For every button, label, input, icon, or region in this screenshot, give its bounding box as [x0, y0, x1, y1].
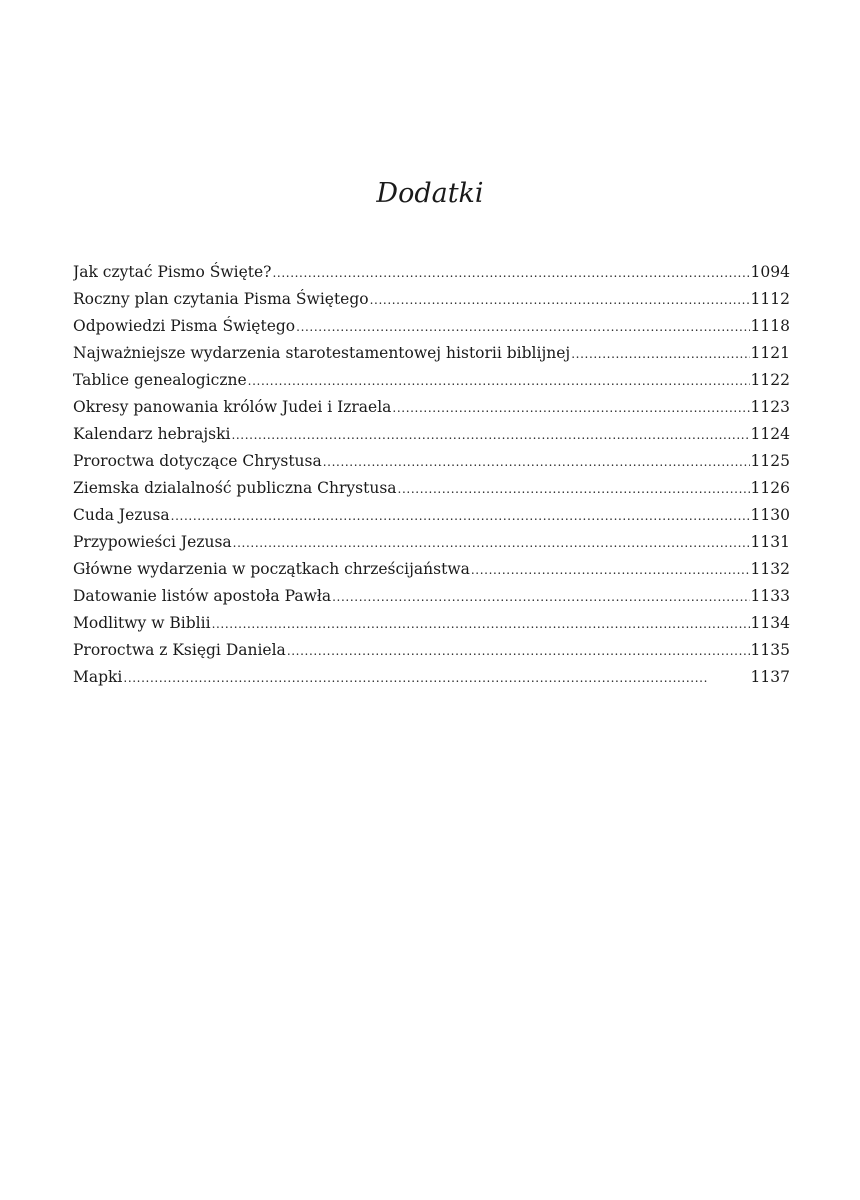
toc-entry-label: Jak czytać Pismo Święte?	[73, 263, 272, 281]
toc-entry-page: 1124	[750, 425, 790, 443]
toc-entry-label: Najważniejsze wydarzenia starotestamentowej historii biblijnej	[73, 344, 571, 362]
toc-entry-label: Główne wydarzenia w początkach chrześcijaństwa	[73, 560, 470, 578]
toc-dot-leader	[392, 394, 749, 421]
toc-entry	[73, 421, 790, 448]
toc-entry	[73, 367, 790, 394]
toc-entry-page: 1122	[750, 371, 790, 389]
toc-entry-label: Modlitwy w Biblii	[73, 614, 211, 632]
toc-entry	[73, 529, 790, 556]
toc-dot-leader	[272, 259, 749, 286]
toc-entry-page: 1126	[750, 479, 790, 497]
toc-entry-page: 1121	[750, 344, 790, 362]
toc-entry-label: Okresy panowania królów Judei i Izraela	[73, 398, 392, 416]
toc-entry	[73, 556, 790, 583]
toc-entry	[73, 448, 790, 475]
toc-entry-label: Proroctwa dotyczące Chrystusa	[73, 452, 322, 470]
toc-entry	[73, 313, 790, 340]
toc-dot-leader	[332, 583, 749, 610]
toc-entry-label: Proroctwa z Księgi Daniela	[73, 641, 286, 659]
toc-entry	[73, 637, 790, 664]
toc-dot-leader	[123, 664, 749, 691]
toc-entry-label: Datowanie listów apostoła Pawła	[73, 587, 332, 605]
toc-dot-leader	[471, 556, 750, 583]
toc-dot-leader	[233, 529, 750, 556]
toc-entry-label: Mapki	[73, 668, 123, 686]
toc-entry-page: 1131	[750, 533, 790, 551]
page-title: Dodatki	[376, 178, 484, 209]
toc-dot-leader	[323, 448, 750, 475]
toc-entry-label: Tablice genealogiczne	[73, 371, 247, 389]
toc-dot-leader	[231, 421, 749, 448]
toc-entry-page: 1134	[750, 614, 790, 632]
toc-entry-page: 1125	[750, 452, 790, 470]
toc-dot-leader	[398, 475, 750, 502]
toc-entry-label: Cuda Jezusa	[73, 506, 170, 524]
toc-entry-page: 1112	[750, 290, 790, 308]
toc-entry-page: 1118	[750, 317, 790, 335]
toc-entry	[73, 394, 790, 421]
toc-dot-leader	[248, 367, 750, 394]
toc-entry-label: Roczny plan czytania Pisma Świętego	[73, 290, 369, 308]
toc-entry-page: 1094	[750, 263, 790, 281]
toc-dot-leader	[370, 286, 750, 313]
toc-entry-page: 1133	[750, 587, 790, 605]
toc-dot-leader	[171, 502, 750, 529]
toc-entry-label: Przypowieści Jezusa	[73, 533, 232, 551]
toc-entry-page: 1123	[750, 398, 790, 416]
toc-entry	[73, 340, 790, 367]
toc-dot-leader	[212, 610, 750, 637]
toc-entry-label: Ziemska dzialalność publiczna Chrystusa	[73, 479, 397, 497]
toc-entry-label: Kalendarz hebrajski	[73, 425, 231, 443]
toc-entry	[73, 610, 790, 637]
toc-entry	[73, 583, 790, 610]
table-of-contents	[73, 259, 790, 691]
toc-entry-label: Odpowiedzi Pisma Świętego	[73, 317, 296, 335]
toc-entry-page: 1135	[750, 641, 790, 659]
toc-entry	[73, 664, 790, 691]
toc-entry-page: 1137	[750, 668, 790, 686]
toc-entry	[73, 475, 790, 502]
toc-entry-page: 1130	[750, 506, 790, 524]
toc-entry	[73, 286, 790, 313]
toc-entry	[73, 502, 790, 529]
toc-entry	[73, 259, 790, 286]
toc-entry-page: 1132	[750, 560, 790, 578]
toc-dot-leader	[296, 313, 749, 340]
toc-dot-leader	[287, 637, 750, 664]
toc-dot-leader	[571, 340, 749, 367]
